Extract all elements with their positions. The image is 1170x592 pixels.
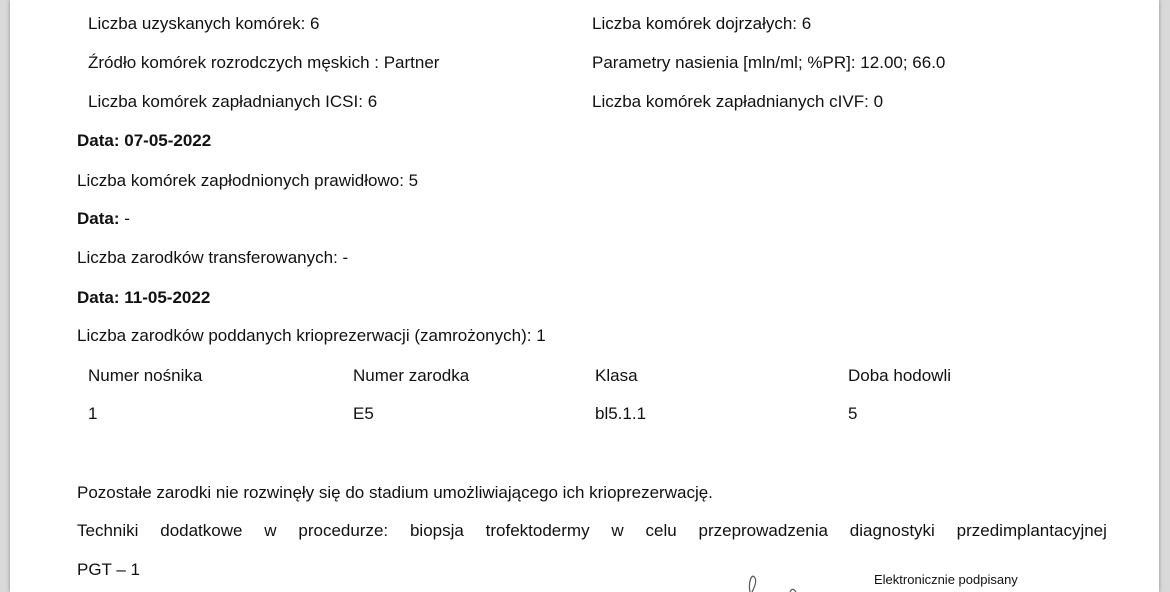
word: diagnostyki <box>849 521 935 540</box>
table-header-class: Klasa <box>595 366 638 385</box>
semen-parameters: Parametry nasienia [mln/ml; %PR]: 12.00; 66.0 <box>592 53 946 72</box>
remaining-embryos-note: Pozostałe zarodki nie rozwinęły się do stadium umożliwiającego ich krioprezerwację. <box>77 483 713 502</box>
word: przedimplantacyjnej <box>956 521 1107 540</box>
word: przeprowadzenia <box>698 521 828 540</box>
electronic-signature-label: Elektronicznie podpisany <box>874 572 1018 587</box>
additional-techniques <box>77 521 1107 541</box>
mature-cells: Liczba komórek dojrzałych: 6 <box>592 14 812 33</box>
word: celu <box>645 521 677 540</box>
word: Techniki <box>77 521 139 540</box>
word: w <box>611 521 624 540</box>
table-header-culture-day: Doba hodowli <box>848 366 952 385</box>
cryo-date <box>77 288 210 308</box>
document-page <box>10 0 1159 592</box>
date-label: Data: <box>77 288 120 307</box>
table-header-embryo: Numer zarodka <box>353 366 470 385</box>
word: w <box>264 521 277 540</box>
date-value: 11-05-2022 <box>124 288 211 307</box>
transfer-date <box>77 209 130 229</box>
date-label: Data: <box>77 131 120 150</box>
table-cell-embryo: E5 <box>353 404 374 423</box>
table-cell-culture-day: 5 <box>848 404 858 423</box>
word: procedurze: <box>298 521 389 540</box>
pgt-continuation: PGT – 1 <box>77 560 140 579</box>
word: trofektodermy <box>485 521 590 540</box>
fertilization-date <box>77 131 211 151</box>
fertilized-count: Liczba komórek zapłodnionych prawidłowo: 5 <box>77 171 419 190</box>
sperm-source: Źródło komórek rozrodczych męskich : Partner <box>88 53 440 72</box>
civf-count: Liczba komórek zapładnianych cIVF: 0 <box>592 92 884 111</box>
date-value: 07-05-2022 <box>124 131 212 150</box>
handwritten-signature <box>738 568 828 592</box>
cells-obtained: Liczba uzyskanych komórek: 6 <box>88 14 320 33</box>
cryo-count: Liczba zarodków poddanych krioprezerwacji (zamrożonych): 1 <box>77 326 546 345</box>
word: dodatkowe <box>160 521 243 540</box>
table-header-carrier: Numer nośnika <box>88 366 203 385</box>
date-label: Data: <box>77 209 120 228</box>
table-cell-class: bl5.1.1 <box>595 404 647 423</box>
icsi-count: Liczba komórek zapładnianych ICSI: 6 <box>88 92 378 111</box>
table-cell-carrier: 1 <box>88 404 98 423</box>
word: biopsja <box>409 521 464 540</box>
transferred-count: Liczba zarodków transferowanych: - <box>77 248 349 267</box>
date-value: - <box>124 209 130 228</box>
